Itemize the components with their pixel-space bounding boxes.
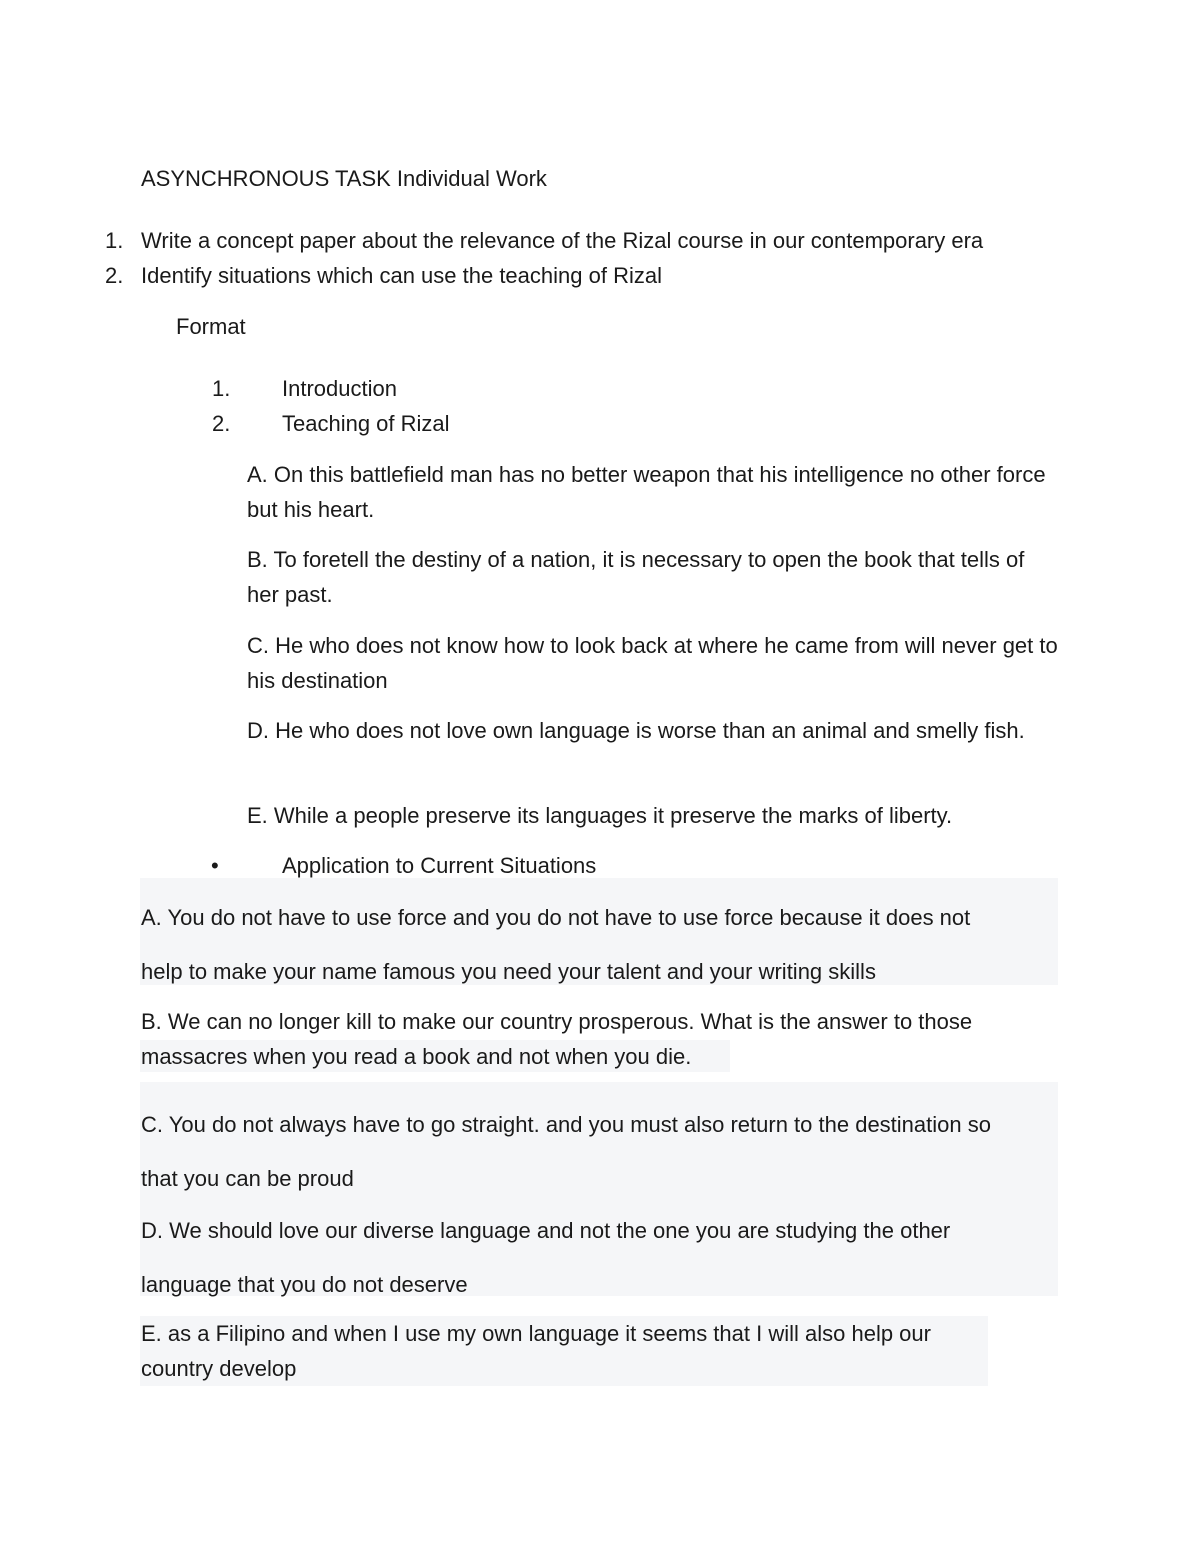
answer-c-line1: C. You do not always have to go straight. and you must also return to the destination so [141,1112,991,1137]
answer-b-line1: B. We can no longer kill to make our country prosperous. What is the answer to those [141,1009,973,1034]
format-number-2: 2. [212,411,231,436]
answer-d-line2: language that you do not deserve [141,1272,468,1297]
teaching-b: B. To foretell the destiny of a nation, it is necessary to open the book that tells of her past. [247,547,1025,607]
answer-a-line2: help to make your name famous you need your talent and your writing skills [141,959,876,984]
task-number-2: 2. [105,263,124,288]
format-item-introduction: Introduction [282,376,397,401]
teaching-d: D. He who does not love own language is worse than an animal and smelly fish. [247,718,1025,743]
format-label: Format [176,314,246,339]
answer-d-line1: D. We should love our diverse language and not the one you are studying the other [141,1218,951,1243]
application-heading: Application to Current Situations [282,853,597,878]
answer-a-line1: A. You do not have to use force and you do not have to use force because it does not [141,905,971,930]
task-text-1: Write a concept paper about the relevance of the Rizal course in our contemporary era [141,228,984,253]
answer-c-line2: that you can be proud [141,1166,354,1191]
teaching-a: A. On this battlefield man has no better weapon that his intelligence no other force but his heart. [247,462,1046,522]
format-item-teaching: Teaching of Rizal [282,411,450,436]
answer-b-line2: massacres when you read a book and not when you die. [141,1044,692,1069]
teaching-e: E. While a people preserve its languages it preserve the marks of liberty. [247,803,953,828]
task-number-1: 1. [105,228,124,253]
bullet-icon: • [211,853,219,878]
teaching-c: C. He who does not know how to look back at where he came from will never get to his destination [247,633,1058,693]
answer-e-line2: country develop [141,1356,297,1381]
page-title: ASYNCHRONOUS TASK Individual Work [141,166,547,191]
format-number-1: 1. [212,376,231,401]
task-text-2: Identify situations which can use the teaching of Rizal [141,263,662,288]
answer-e-line1: E. as a Filipino and when I use my own language it seems that I will also help our [141,1321,931,1346]
